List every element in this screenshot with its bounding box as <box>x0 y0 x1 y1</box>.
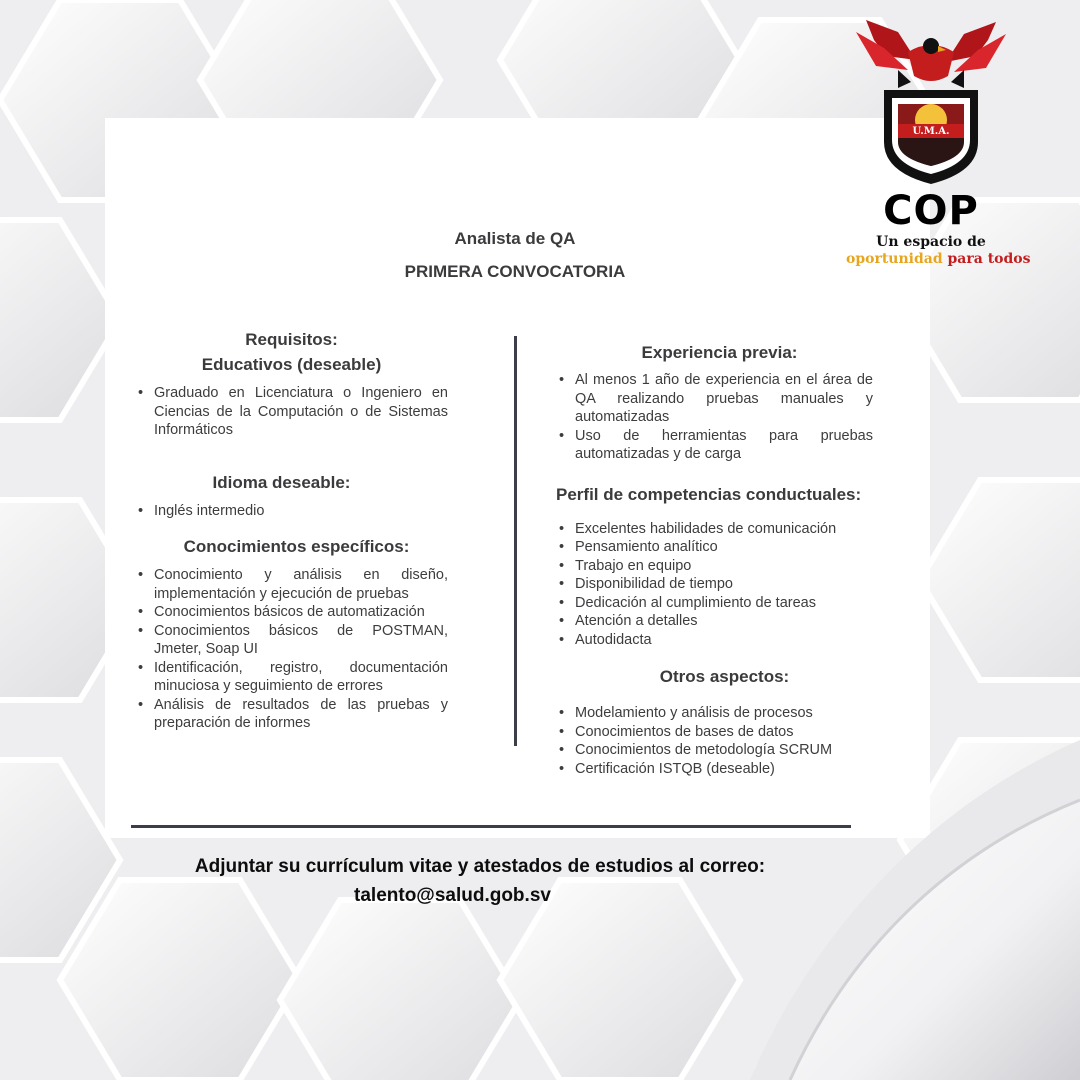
list-item: • Modelamiento y análisis de procesos <box>556 704 873 723</box>
horizontal-divider <box>131 825 851 828</box>
experiencia-heading: Experiencia previa: <box>641 343 798 362</box>
list-item: • Conocimientos de metodología SCRUM <box>556 741 873 760</box>
list-item: • Al menos 1 año de experiencia en el área de QA realizando pruebas manuales y automatizadas <box>556 371 873 427</box>
cop-logo <box>846 12 1031 272</box>
educativos-list <box>135 384 448 440</box>
footer-line1: Adjuntar su currículum vitae y atestados de estudios al correo: <box>194 856 766 877</box>
list-item: • Graduado en Licenciatura o Ingeniero en Ciencias de la Computación o de Sistemas Informáticos <box>135 384 448 440</box>
left-column <box>135 330 448 733</box>
list-item: • Dedicación al cumplimiento de tareas <box>556 594 873 613</box>
conocimientos-list <box>135 566 448 733</box>
otros-list <box>556 704 873 778</box>
experiencia-list <box>556 371 873 464</box>
list-item: • Conocimientos básicos de POSTMAN, Jmeter, Soap UI <box>135 622 448 659</box>
cop-brand-name: COP <box>883 188 979 234</box>
otros-heading: Otros aspectos: <box>659 667 790 686</box>
list-item: • Conocimientos básicos de automatización <box>135 603 448 622</box>
list-item: • Análisis de resultados de las pruebas y preparación de informes <box>135 696 448 733</box>
idioma-list <box>135 502 448 521</box>
list-item: • Certificación ISTQB (deseable) <box>556 760 873 779</box>
list-item: • Pensamiento analítico <box>556 538 873 557</box>
list-item: • Conocimiento y análisis en diseño, implementación y ejecución de pruebas <box>135 566 448 603</box>
tagline-line2 <box>846 251 1031 267</box>
list-item: • Inglés intermedio <box>135 502 448 521</box>
eagle-seal-emblem <box>846 12 1016 187</box>
footer-instructions <box>120 852 840 910</box>
list-item: • Conocimientos de bases de datos <box>556 723 873 742</box>
perfil-heading: Perfil de competencias conductuales: <box>556 484 862 504</box>
right-column <box>556 343 873 778</box>
seal-initials: U.M.A. <box>912 126 950 137</box>
perfil-list <box>556 520 873 650</box>
list-item: • Disponibilidad de tiempo <box>556 575 873 594</box>
tagline-line1: Un espacio de <box>876 234 986 250</box>
list-item: • Excelentes habilidades de comunicación <box>556 520 873 539</box>
list-item: • Identificación, registro, documentación minuciosa y seguimiento de errores <box>135 659 448 696</box>
list-item: • Trabajo en equipo <box>556 557 873 576</box>
tagline-word-gold: oportunidad <box>846 251 943 267</box>
conocimientos-heading: Conocimientos específicos: <box>183 537 410 556</box>
job-title: Analista de QA <box>454 229 576 248</box>
call-subtitle: PRIMERA CONVOCATORIA <box>404 262 626 281</box>
tagline-word-red: para todos <box>947 251 1031 267</box>
page-curl-decoration <box>750 740 1080 1080</box>
contact-email[interactable]: talento@salud.gob.sv <box>354 885 551 906</box>
educativos-heading: Educativos (deseable) <box>201 355 382 374</box>
list-item: • Autodidacta <box>556 631 873 650</box>
list-item: • Atención a detalles <box>556 612 873 631</box>
idioma-heading: Idioma deseable: <box>212 472 351 492</box>
vertical-divider <box>514 336 517 746</box>
list-item: • Uso de herramientas para pruebas automatizadas y de carga <box>556 427 873 464</box>
requisitos-heading: Requisitos: <box>245 330 338 349</box>
